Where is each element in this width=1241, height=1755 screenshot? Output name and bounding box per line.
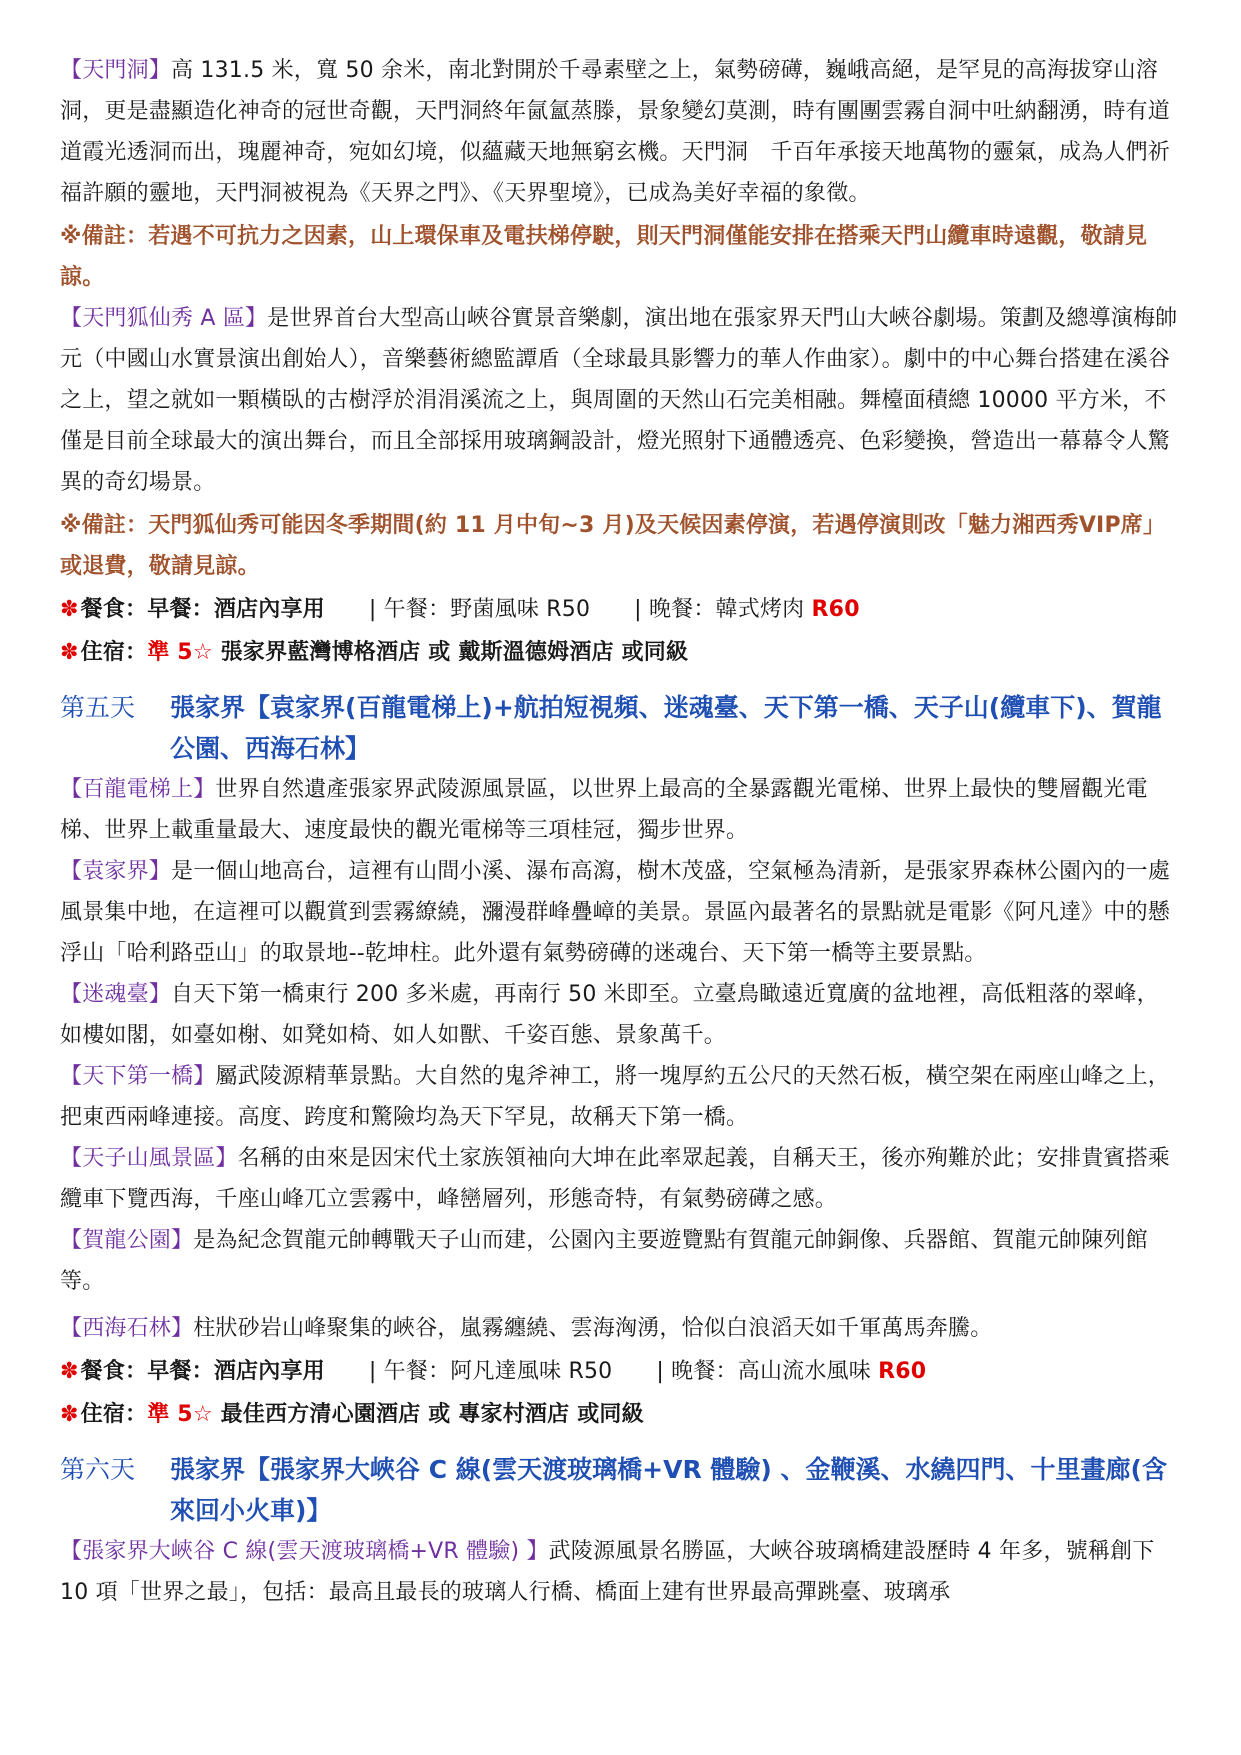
list-item: [60, 1056, 1180, 1138]
list-item: [60, 1220, 1180, 1302]
section-tag: 【西海石林】: [60, 1316, 194, 1341]
section-tag: 【天門狐仙秀 A 區】: [60, 306, 268, 331]
meals-label: 餐食：: [80, 597, 148, 622]
section-text: 世界自然遺產張家界武陵源風景區，以世界上最高的全暴露觀光電梯、世界上最快的雙層觀光電梯、世界上載重量最大、速度最快的觀光電梯等三項桂冠，獨步世界。: [60, 777, 1148, 843]
day-title: 張家界【張家界大峽谷 C 線(雲天渡玻璃橋+VR 體驗) 、金鞭溪、水繞四門、十里畫廊(含來回小火車)】: [170, 1455, 1167, 1525]
flower-icon: ✽: [60, 1359, 79, 1384]
hotel-grade: 準 5☆: [147, 640, 213, 665]
list-item: [60, 1138, 1180, 1220]
meals-line: [60, 589, 1180, 630]
lunch-text: | 午餐：野菌風味 R50: [368, 597, 591, 622]
section-text: 屬武陵源精華景點。大自然的鬼斧神工，將一塊厚約五公尺的天然石板，橫空架在兩座山峰之上，把東西兩峰連接。高度、跨度和驚險均為天下罕見，故稱天下第一橋。: [60, 1064, 1171, 1130]
dinner-price: R60: [878, 1359, 927, 1384]
list-item: [60, 769, 1180, 851]
section-text: 自天下第一橋東行 200 多米處，再南行 50 米即至。立臺鳥瞰遠近寬廣的盆地裡，高低粗落的翠峰，如樓如閣，如臺如榭、如凳如椅、如人如獸、千姿百態、景象萬千。: [60, 982, 1159, 1048]
lodging-line: [60, 632, 1180, 673]
section-text: 是世界首台大型高山峽谷實景音樂劇，演出地在張家界天門山大峽谷劇場。策劃及總導演梅帥元（中國山水實景演出創始人），音樂藝術總監譚盾（全球最具影響力的華人作曲家）。劇中的中心舞台搭建在溪谷之上，望之就如一顆橫臥的古樹浮於涓涓溪流之上，與周圍的天然山石完美相融。舞檯面積總 10000 平方米，不僅是目前全球最大的演出舞台，而且全部採用玻璃鋼設計，燈光照射下通體透亮、色彩變換，營造出一幕幕令人驚異的奇幻場景。: [60, 306, 1178, 495]
lodging-label: 住宿：: [80, 1402, 148, 1427]
section-tag: 【袁家界】: [60, 859, 172, 884]
breakfast-text: 早餐：酒店內享用: [147, 597, 325, 622]
hotel-names: 張家界藍灣博格酒店 或 戴斯溫德姆酒店 或同級: [212, 640, 689, 665]
section-tag: 【天子山風景區】: [60, 1146, 238, 1171]
flower-icon: ✽: [60, 597, 79, 622]
lunch-text: | 午餐：阿凡達風味 R50: [368, 1359, 613, 1384]
section-tag: 【天下第一橋】: [60, 1064, 216, 1089]
section-tag: 【百龍電梯上】: [60, 777, 216, 802]
list-item: [60, 974, 1180, 1056]
flower-icon: ✽: [60, 640, 79, 665]
paragraph-fox-show: [60, 298, 1180, 503]
dinner-text: | 晚餐：韓式烤肉: [634, 597, 812, 622]
section-tag: 【賀龍公園】: [60, 1228, 194, 1253]
day-title: 張家界【袁家界(百龍電梯上)+航拍短視頻、迷魂臺、天下第一橋、天子山(纜車下)、賀龍公園、西海石林】: [170, 693, 1162, 763]
list-item: [60, 1531, 1180, 1613]
section-text: 是為紀念賀龍元帥轉戰天子山而建，公園內主要遊覽點有賀龍元帥銅像、兵器館、賀龍元帥陳列館等。: [60, 1228, 1148, 1294]
lodging-label: 住宿：: [80, 640, 148, 665]
section-text: 是一個山地高台，這裡有山間小溪、瀑布高瀉，樹木茂盛，空氣極為清新，是張家界森林公園內的一處風景集中地，在這裡可以觀賞到雲霧繚繞，瀰漫群峰疊嶂的美景。景區內最著名的景點就是電影《阿凡達》中的懸浮山「哈利路亞山」的取景地--乾坤柱。此外還有氣勢磅礡的迷魂台、天下第一橋等主要景點。: [60, 859, 1171, 966]
section-text: 柱狀砂岩山峰聚集的峽谷，嵐霧纏繞、雲海洶湧，恰似白浪滔天如千軍萬馬奔騰。: [193, 1316, 993, 1341]
list-item: [60, 851, 1180, 974]
day-heading: [60, 1449, 1180, 1531]
flower-icon: ✽: [60, 1402, 79, 1427]
dinner-price: R60: [811, 597, 860, 622]
hotel-names: 最佳西方清心園酒店 或 專家村酒店 或同級: [212, 1402, 644, 1427]
section-text: 名稱的由來是因宋代土家族領袖向大坤在此率眾起義，自稱天王，後亦殉難於此；安排貴賓搭乘纜車下覽西海，千座山峰兀立雲霧中，峰巒層列，形態奇特，有氣勢磅礡之感。: [60, 1146, 1171, 1212]
section-tag: 【張家界大峽谷 C 線(雲天渡玻璃橋+VR 體驗) 】: [60, 1539, 549, 1564]
paragraph-tianmen-cave: [60, 50, 1180, 214]
breakfast-text: 早餐：酒店內享用: [147, 1359, 325, 1384]
remark-note: ※備註：若遇不可抗力之因素，山上環保車及電扶梯停駛，則天門洞僅能安排在搭乘天門山纜車時遠觀，敬請見諒。: [60, 224, 1148, 290]
day-label: 第五天: [60, 693, 136, 722]
section-text: 高 131.5 米，寬 50 余米，南北對開於千尋素壁之上，氣勢磅礡，巍峨高絕，是罕見的高海拔穿山溶洞，更是盡顯造化神奇的冠世奇觀，天門洞終年氤氳蒸滕，景象變幻莫測，時有團團雲霧自洞中吐納翻湧，時有道道霞光透洞而出，瑰麗神奇，宛如幻境，似蘊藏天地無窮玄機。天門洞 千百年承接天地萬物的靈氣，成為人們祈福許願的靈地，天門洞被視為《天界之門》、《天界聖境》，已成為美好幸福的象徵。: [60, 58, 1171, 206]
list-item: [60, 1308, 1180, 1349]
itinerary-page: [60, 50, 1180, 1613]
lodging-line: [60, 1394, 1180, 1435]
day-heading: [60, 687, 1180, 769]
meals-line: [60, 1351, 1180, 1392]
day-label: 第六天: [60, 1455, 136, 1484]
dinner-text: | 晚餐：高山流水風味: [656, 1359, 879, 1384]
remark-note: ※備註：天門狐仙秀可能因冬季期間(約 11 月中旬~3 月)及天候因素停演，若遇停演則改「魅力湘西秀VIP席」或退費，敬請見諒。: [60, 513, 1166, 579]
section-text: 武陵源風景名勝區，大峽谷玻璃橋建設歷時 4 年多，號稱創下 10 項「世界之最」，包括：最高且最長的玻璃人行橋、橋面上建有世界最高彈跳臺、玻璃承: [60, 1539, 1155, 1605]
section-tag: 【天門洞】: [60, 58, 172, 83]
hotel-grade: 準 5☆: [147, 1402, 213, 1427]
meals-label: 餐食：: [80, 1359, 148, 1384]
section-tag: 【迷魂臺】: [60, 982, 172, 1007]
